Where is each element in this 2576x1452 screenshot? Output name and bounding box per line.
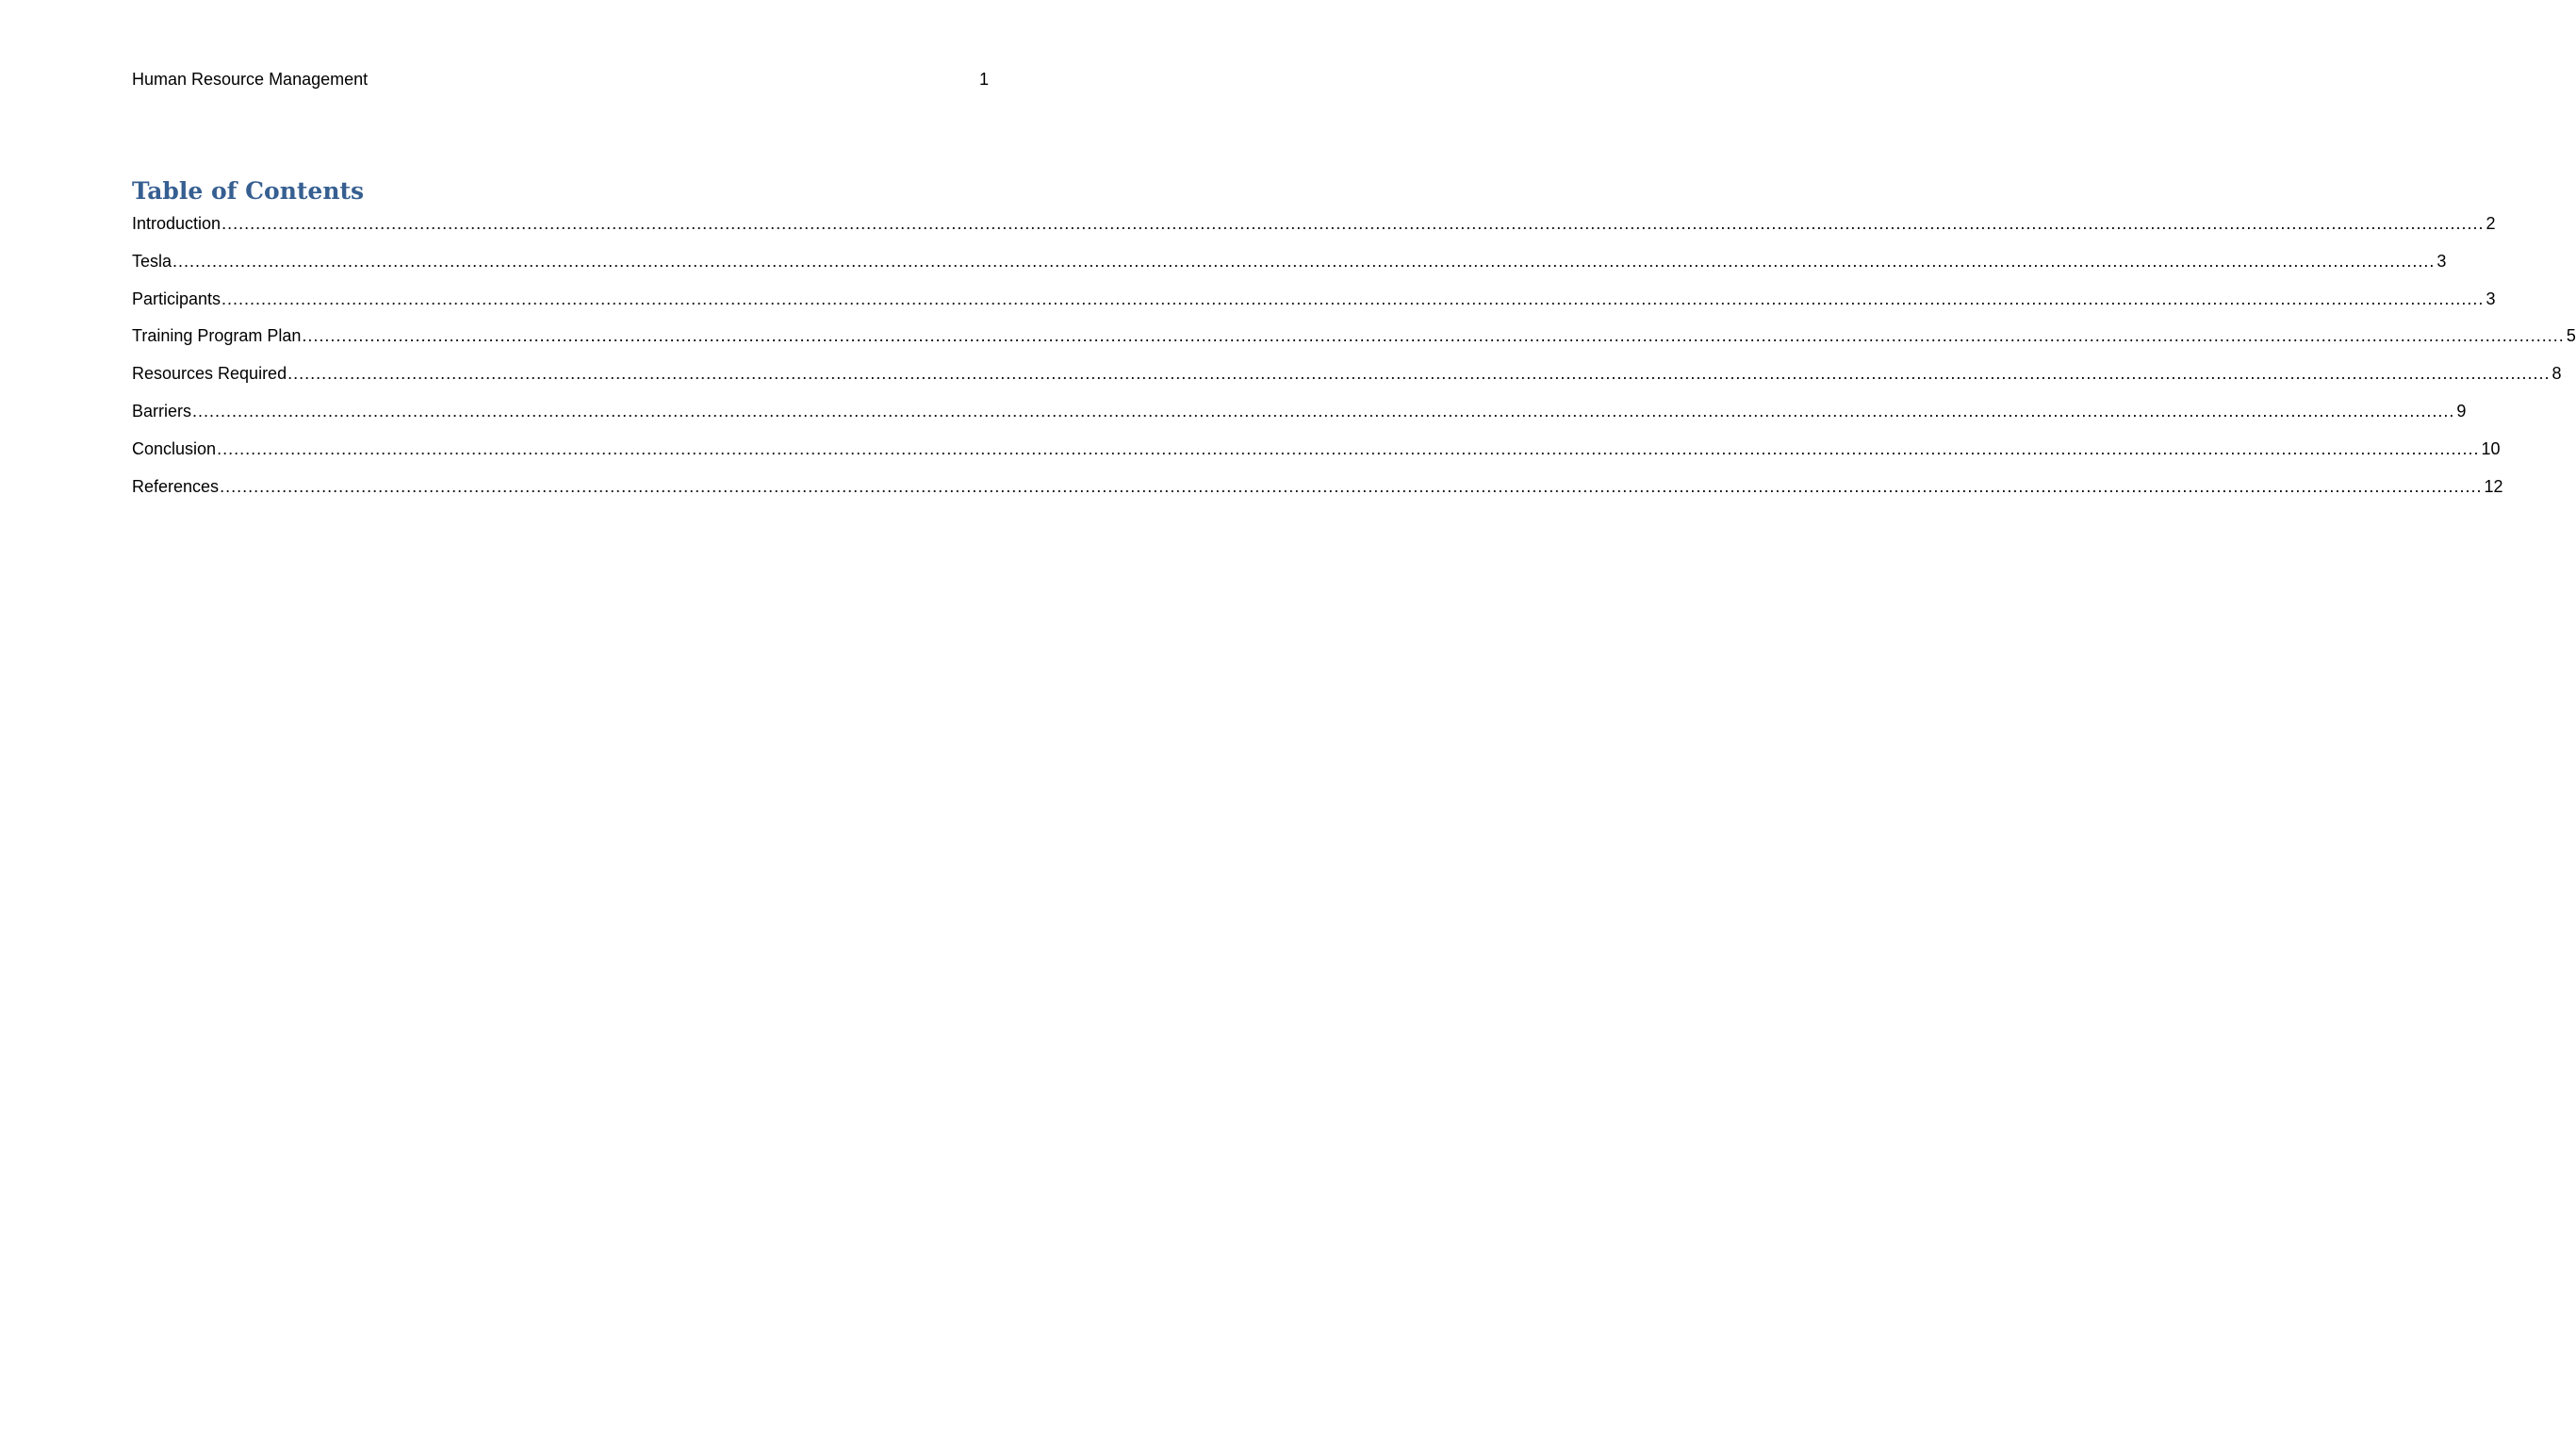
page-header — [132, 67, 989, 91]
toc-entry-page: 12 — [2484, 476, 2503, 496]
toc-entry-page: 8 — [2551, 364, 2562, 384]
toc-entry-page: 9 — [2456, 401, 2467, 421]
toc-entry-training-program-plan[interactable] — [132, 323, 2576, 361]
header-page-number: 1 — [978, 70, 989, 89]
dot-leader: ................................................................................................................................................................................................................................................................................................................................................................................................................ — [172, 251, 2436, 271]
toc-entry-label: References — [132, 476, 220, 496]
dot-leader: ................................................................................................................................................................................................................................................................................................................................................................................................................ — [287, 364, 2551, 384]
toc-entry-barriers[interactable] — [132, 399, 2467, 437]
dot-leader: ................................................................................................................................................................................................................................................................................................................................................................................................................ — [222, 289, 2485, 308]
running-head-title: Human Resource Management — [132, 70, 369, 89]
toc-entry-label: Participants — [132, 289, 222, 308]
toc-entry-label: Tesla — [132, 251, 172, 271]
toc-entry-introduction[interactable] — [132, 211, 2496, 249]
toc-entry-label: Training Program Plan — [132, 326, 302, 346]
toc-entry-conclusion[interactable] — [132, 437, 2501, 474]
toc-entry-resources-required[interactable] — [132, 361, 2562, 399]
toc-entry-page: 2 — [2486, 214, 2496, 233]
toc-heading: Table of Contents — [132, 177, 365, 205]
dot-leader: ................................................................................................................................................................................................................................................................................................................................................................................................................ — [192, 401, 2455, 421]
table-of-contents — [132, 211, 2576, 511]
dot-leader: ................................................................................................................................................................................................................................................................................................................................................................................................................ — [220, 476, 2483, 496]
toc-entry-label: Introduction — [132, 214, 222, 233]
toc-entry-label: Barriers — [132, 401, 192, 421]
toc-entry-page: 3 — [2486, 289, 2496, 308]
toc-entry-page: 10 — [2481, 438, 2501, 458]
toc-entry-page: 5 — [2566, 326, 2576, 346]
dot-leader: ................................................................................................................................................................................................................................................................................................................................................................................................................ — [217, 438, 2480, 458]
toc-entry-label: Resources Required — [132, 364, 287, 384]
toc-entry-references[interactable] — [132, 474, 2503, 512]
toc-entry-tesla[interactable] — [132, 249, 2447, 287]
toc-entry-participants[interactable] — [132, 287, 2496, 324]
toc-entry-page: 3 — [2437, 251, 2447, 271]
dot-leader: ................................................................................................................................................................................................................................................................................................................................................................................................................ — [222, 214, 2485, 233]
toc-entry-label: Conclusion — [132, 438, 217, 458]
dot-leader: ................................................................................................................................................................................................................................................................................................................................................................................................................ — [302, 326, 2565, 346]
